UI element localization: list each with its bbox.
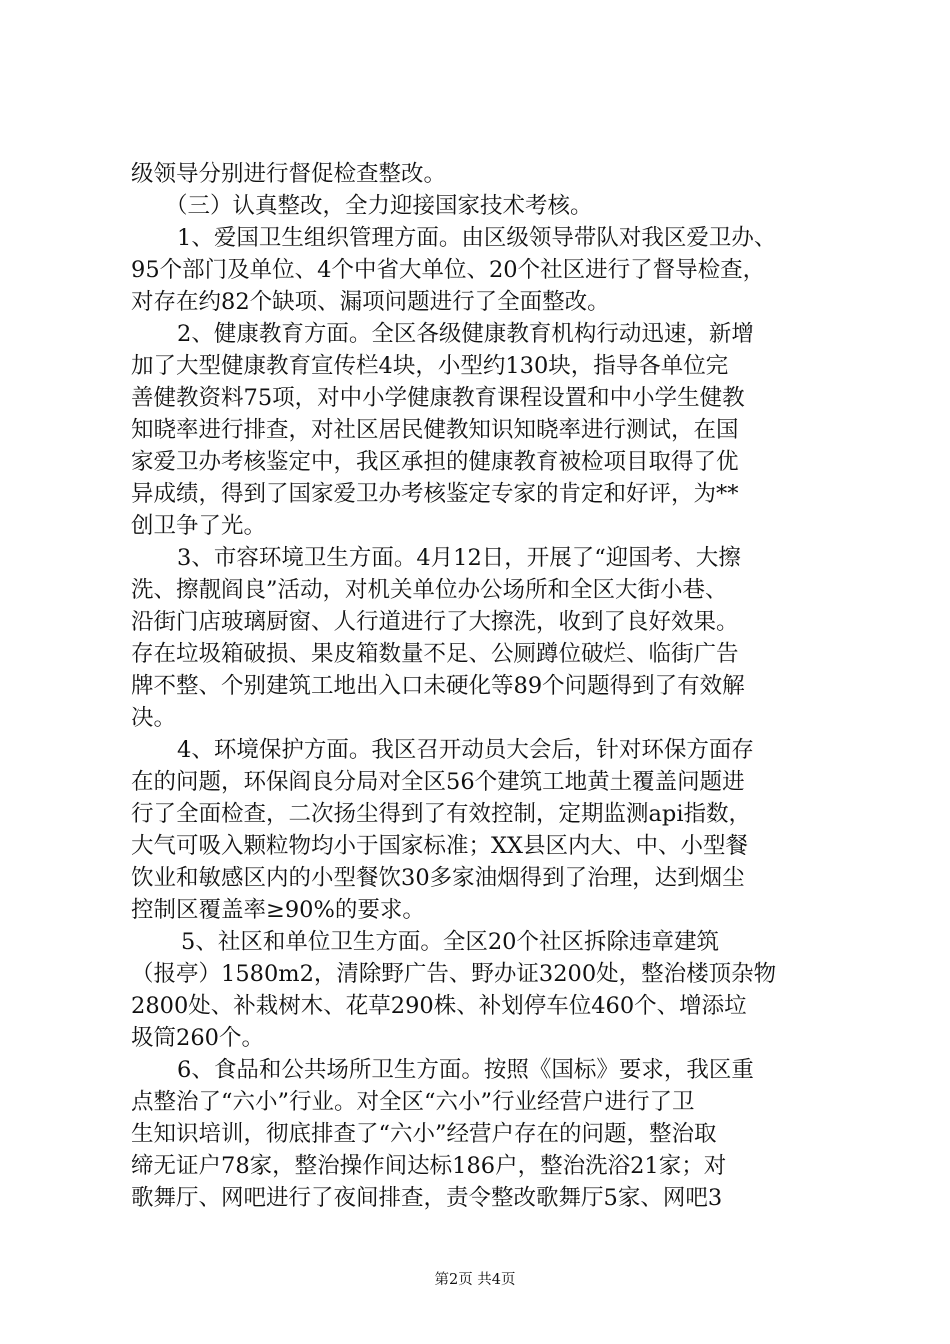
text-line: 2800处、补栽树木、花草290株、补划停车位460个、增添垃	[131, 993, 747, 1019]
text-line: 95个部门及单位、4个中省大单位、20个社区进行了督导检查，	[131, 257, 766, 283]
text-line: 加了大型健康教育宣传栏4块，小型约130块，指导各单位完	[131, 353, 729, 379]
text-line: 歌舞厅、网吧进行了夜间排查，责令整改歌舞厅5家、网吧3	[131, 1185, 723, 1211]
text-line: 圾筒260个。	[131, 1025, 264, 1051]
text-line: 6、食品和公共场所卫生方面。按照《国标》要求，我区重	[177, 1057, 754, 1083]
body-text	[131, 158, 831, 1214]
text-line: 沿街门店玻璃厨窗、人行道进行了大擦洗，收到了良好效果。	[131, 609, 739, 635]
text-line: 4、环境保护方面。我区召开动员大会后，针对环保方面存	[177, 737, 754, 763]
text-line: 洗、擦靓阎良”活动，对机关单位办公场所和全区大街小巷、	[131, 577, 728, 603]
text-line: 3、市容环境卫生方面。4月12日，开展了“迎国考、大擦	[177, 545, 741, 571]
text-line: 知晓率进行排查，对社区居民健教知识知晓率进行测试，在国	[131, 417, 739, 443]
text-line: 决。	[131, 705, 177, 731]
text-line: 饮业和敏感区内的小型餐饮30多家油烟得到了治理，达到烟尘	[131, 865, 745, 891]
page-footer: 第2页 共4页	[434, 1272, 516, 1288]
text-line: 家爱卫办考核鉴定中，我区承担的健康教育被检项目取得了优	[131, 449, 739, 475]
text-line: 存在垃圾箱破损、果皮箱数量不足、公厕蹲位破烂、临街广告	[131, 641, 739, 667]
text-line: 级领导分别进行督促检查整改。	[131, 161, 447, 187]
text-line: 2、健康教育方面。全区各级健康教育机构行动迅速，新增	[177, 321, 754, 347]
text-line: 在的问题，环保阎良分局对全区56个建筑工地黄土覆盖问题进	[131, 769, 745, 795]
text-line: 行了全面检查，二次扬尘得到了有效控制，定期监测api指数，	[131, 801, 752, 827]
text-line: 异成绩，得到了国家爱卫办考核鉴定专家的肯定和好评，为**	[131, 481, 739, 507]
text-line: 缔无证户78家，整治操作间达标186户，整治洗浴21家；对	[131, 1153, 727, 1179]
text-line: 对存在约82个缺项、漏项问题进行了全面整改。	[131, 289, 610, 315]
text-line: 生知识培训，彻底排查了“六小”经营户存在的问题，整治取	[131, 1121, 717, 1147]
text-line: 1、爱国卫生组织管理方面。由区级领导带队对我区爱卫办、	[177, 225, 777, 251]
text-line: 控制区覆盖率≥90%的要求。	[131, 897, 425, 923]
text-line: 点整治了“六小”行业。对全区“六小”行业经营户进行了卫	[131, 1089, 695, 1115]
text-line: （报亭）1580m2，清除野广告、野办证3200处，整治楼顶杂物	[131, 961, 777, 987]
text-line: 创卫争了光。	[131, 513, 267, 539]
text-line: 5、社区和单位卫生方面。全区20个社区拆除违章建筑	[181, 929, 719, 955]
text-line: （三）认真整改，全力迎接国家技术考核。	[165, 193, 593, 219]
text-line: 大气可吸入颗粒物均小于国家标准；XX县区内大、中、小型餐	[131, 833, 749, 859]
text-line: 牌不整、个别建筑工地出入口未硬化等89个问题得到了有效解	[131, 673, 745, 699]
text-line: 善健教资料75项，对中小学健康教育课程设置和中小学生健教	[131, 385, 745, 411]
